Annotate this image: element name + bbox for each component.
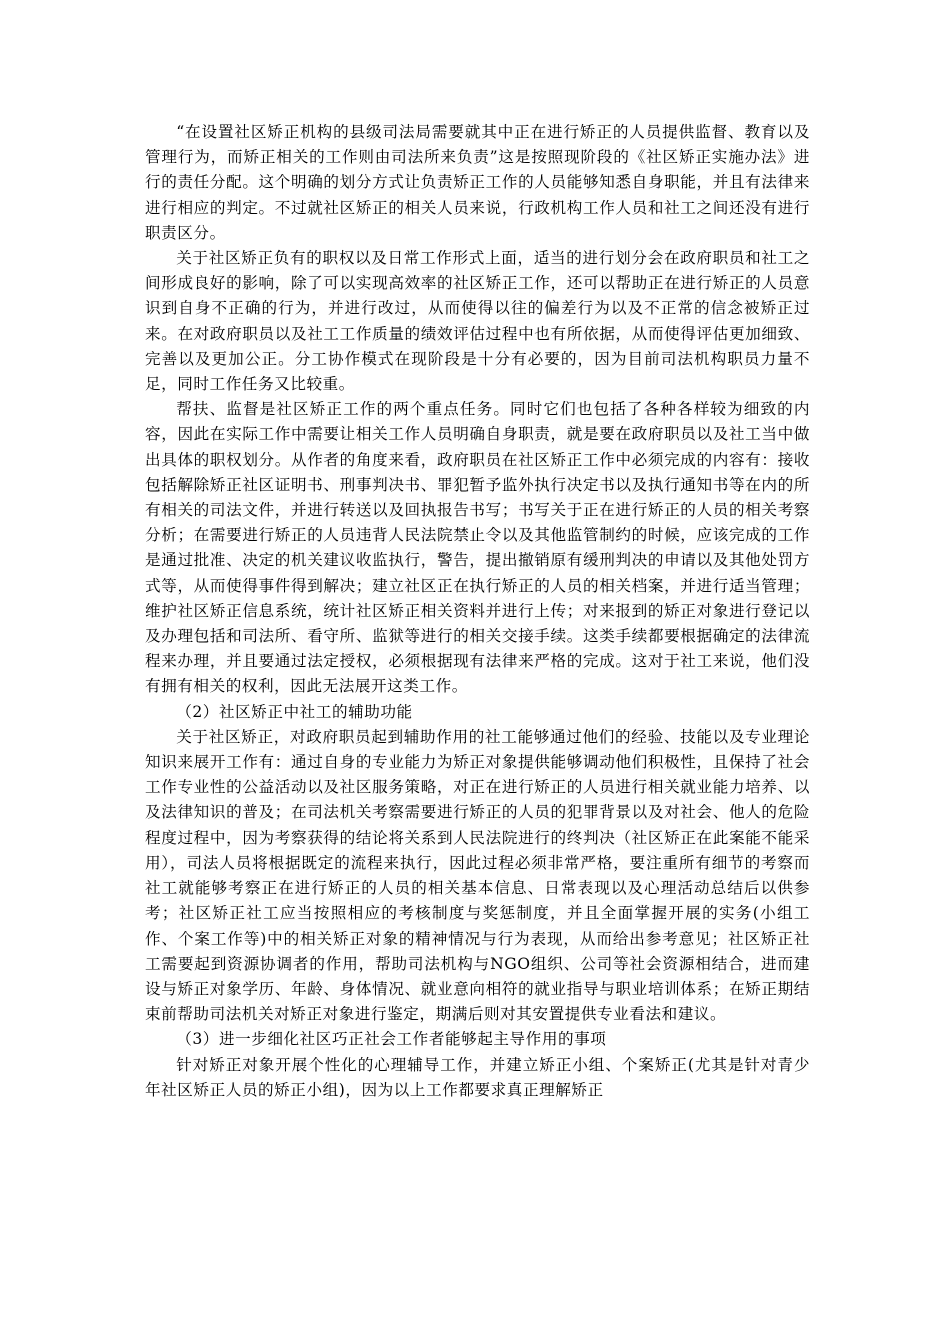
section-heading-social-worker-lead: （3）进一步细化社区巧正社会工作者能够起主导作用的事项 [176,1030,607,1049]
paragraph-responsibility-allocation: “在设置社区矫正机构的县级司法局需要就其中正在进行矫正的人员提供监督、教育以及管理行为，而矫正相关的工作则由司法所来负责”这是按照现阶段的《社区矫正实施办法》进行的责任分配。这个明确的划分方式让负责矫正工作的人员能够知悉自身职能，并且有法律来进行相应的判定。不过就社区矫正的相关人员来说，行政机构工作人员和社工之间还没有进行职责区分。 [145,123,810,242]
section-heading-social-worker-assist: （2）社区矫正中社工的辅助功能 [176,702,413,721]
paragraph-social-worker-assist: 关于社区矫正，对政府职员起到辅助作用的社工能够通过他们的经验、技能以及专业理论知识来展开工作有：通过自身的专业能力为矫正对象提供能够调动他们积极性，且保持了社会工作专业性的公益活动以及社区服务策略，对正在进行矫正的人员进行相关就业能力培养、以及法律知识的普及；在司法机关考察需要进行矫正的人员的犯罪背景以及对社会、他人的危险程度过程中，因为考察获得的结论将关系到人民法院进行的终判决（社区矫正在此案能不能采用），司法人员将根据既定的流程来执行，因此过程必须非常严格，要注重所有细节的考察而社工就能够考察正在进行矫正的人员的相关基本信息、日常表现以及心理活动总结后以供参考；社区矫正社工应当按照相应的考核制度与奖惩制度，并且全面掌握开展的实务(小组工作、个案工作等)中的相关矫正对象的精神情况与行为表现，从而给出参考意见；社区矫正社工需要起到资源协调者的作用，帮助司法机构与NGO组织、公司等社会资源相结合，进而建设与矫正对象学历、年龄、身体情况、就业意向相符的就业指导与职业培训体系；在矫正期结束前帮助司法机关对矫正对象进行鉴定，期满后则对其安置提供专业看法和建议。 [145,727,810,1024]
document-body [145,120,810,1103]
paragraph-government-staff-tasks: 帮扶、监督是社区矫正工作的两个重点任务。同时它们也包括了各种各样较为细致的内容，因此在实际工作中需要让相关工作人员明确自身职责，就是要在政府职员以及社工当中做出具体的职权划分。从作者的角度来看，政府职员在社区矫正工作中必须完成的内容有：接收包括解除矫正社区证明书、刑事判决书、罪犯暂予监外执行决定书以及执行通知书等在内的所有相关的司法文件，并进行转送以及回执报告书写；书写关于正在进行矫正的人员的相关考察分析；在需要进行矫正的人员违背人民法院禁止令以及其他监管制约的时候，应该完成的工作是通过批准、决定的机关建议收监执行，警告，提出撤销原有缓刑判决的申请以及其他处罚方式等，从而使得事件得到解决；建立社区正在执行矫正的人员的相关档案，并进行适当管理；维护社区矫正信息系统，统计社区矫正相关资料并进行上传；对来报到的矫正对象进行登记以及办理包括和司法所、看守所、监狱等进行的相关交接手续。这类手续都要根据确定的法律流程来办理，并且要通过法定授权，必须根据现有法律来严格的完成。这对于社工来说，他们没有拥有相关的权利，因此无法展开这类工作。 [145,400,810,696]
paragraph-division-of-duties: 关于社区矫正负有的职权以及日常工作形式上面，适当的进行划分会在政府职员和社工之间形成良好的影响，除了可以实现高效率的社区矫正工作，还可以帮助正在进行矫正的人员意识到自身不正确的行为，并进行改过，从而使得以往的偏差行为以及不正常的信念被矫正过来。在对政府职员以及社工工作质量的绩效评估过程中也有所依据，从而使得评估更加细致、完善以及更加公正。分工协作模式在现阶段是十分有必要的，因为目前司法机构职员力量不足，同时工作任务又比较重。 [145,249,810,394]
paragraph-psychological-counseling: 针对矫正对象开展个性化的心理辅导工作，并建立矫正小组、个案矫正(尤其是针对青少年社区矫正人员的矫正小组)，因为以上工作都要求真正理解矫正 [145,1055,810,1099]
